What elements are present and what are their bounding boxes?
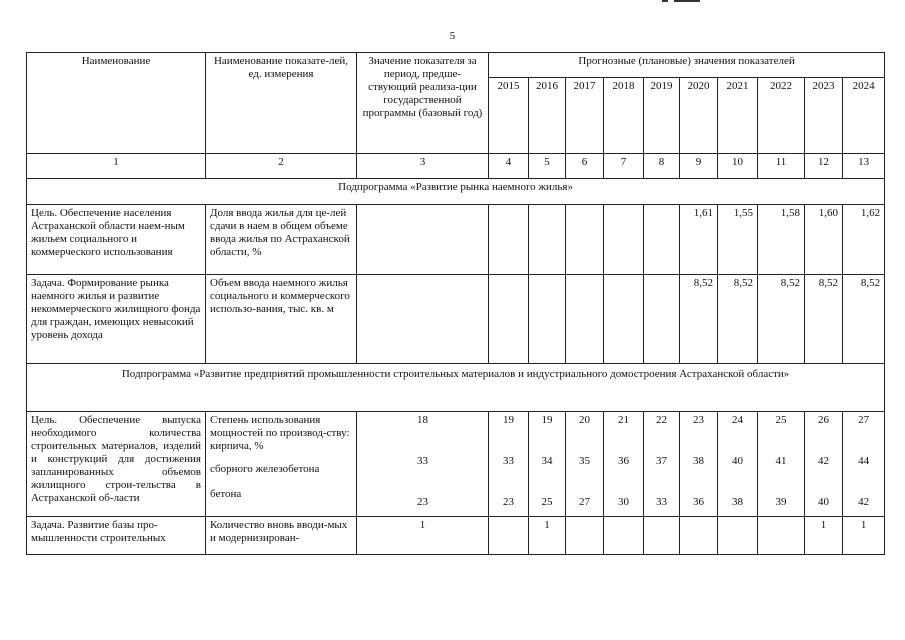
year-value: 1,58 [758,205,805,275]
year-value: 1,55 [718,205,758,275]
header-year: 2017 [566,78,604,154]
base-value [357,205,489,275]
year-values [489,412,529,517]
year-values [758,412,805,517]
table-row [27,205,885,275]
table-row [27,275,885,364]
year-value [644,205,680,275]
column-number: 12 [805,154,843,179]
year-value: 40 [732,455,743,467]
header-indicator: Наименование показате-лей, ед. измерения [206,53,357,154]
year-value: 25 [775,414,787,426]
column-number: 7 [604,154,644,179]
column-number: 2 [206,154,357,179]
year-value: 38 [693,455,704,467]
year-values [604,412,644,517]
column-number: 8 [644,154,680,179]
task-name: Задача. Формирование рынка наемного жилья и развитие некоммерческого жилищного фонда для граждан, имеющих невысокий уровень дохода [27,275,206,364]
year-value: 19 [503,414,514,426]
year-value: 1,62 [843,205,885,275]
column-number: 11 [758,154,805,179]
year-value: 20 [579,414,590,426]
year-value: 1 [529,517,566,555]
header-year: 2023 [805,78,843,154]
year-value [604,517,644,555]
year-values [718,412,758,517]
year-value: 27 [858,414,870,426]
header-base-value: Значение показателя за период, предше-ствующий реализа-ции государственной программы (базовый год) [357,53,489,154]
year-value: 30 [618,496,629,508]
year-value: 19 [541,414,553,426]
year-value: 1 [805,517,843,555]
header-row-1 [27,53,885,78]
year-value: 33 [656,496,667,508]
column-number: 6 [566,154,604,179]
section-row [27,179,885,205]
year-value: 8,52 [758,275,805,364]
column-number: 3 [357,154,489,179]
column-number: 5 [529,154,566,179]
section-row [27,364,885,412]
year-value: 36 [693,496,704,508]
year-value [566,275,604,364]
base-value [357,412,489,517]
year-value: 34 [541,455,553,467]
header-year: 2019 [644,78,680,154]
year-value: 23 [693,414,704,426]
year-value: 37 [656,455,667,467]
year-values [644,412,680,517]
year-value: 33 [503,455,514,467]
year-value: 40 [818,496,829,508]
year-value: 41 [775,455,787,467]
page-number: 5 [449,30,456,42]
year-value: 36 [618,455,629,467]
year-value [604,275,644,364]
header-year: 2021 [718,78,758,154]
header-year: 2020 [680,78,718,154]
indicators-table [26,52,885,555]
year-value [758,517,805,555]
year-values [529,412,566,517]
column-number: 9 [680,154,718,179]
year-value: 39 [775,496,787,508]
base-value: 1 [357,517,489,555]
goal-name: Цель. Обеспечение выпуска необходимого количества строительных материалов, изделий и конструкций для достижения запланированных объемов жилищного строи-тельства в Астраханской об-ласти [27,412,206,517]
base-value [357,275,489,364]
column-number: 10 [718,154,758,179]
year-value [644,275,680,364]
indicator-concrete-precast: сборного железобетона [210,463,320,475]
year-value: 42 [818,455,829,467]
year-value [680,517,718,555]
year-value: 22 [656,414,667,426]
header-year: 2024 [843,78,885,154]
year-value: 8,52 [805,275,843,364]
goal-name: Цель. Обеспечение населения Астраханской области наем-ным жильем социального и коммерческого использования [27,205,206,275]
year-value [644,517,680,555]
base-value-concrete: 23 [417,496,428,508]
year-value [529,275,566,364]
header-year: 2016 [529,78,566,154]
column-number: 4 [489,154,529,179]
year-value [489,275,529,364]
year-value: 1 [843,517,885,555]
base-value-precast: 33 [417,455,428,467]
header-year: 2015 [489,78,529,154]
indicator-name: Доля ввода жилья для це-лей сдачи в наем в общем объеме ввода жилья по Астраханской области, % [206,205,357,275]
year-value: 1,61 [680,205,718,275]
column-number: 13 [843,154,885,179]
year-value [489,517,529,555]
column-number-row [27,154,885,179]
header-name: Наименование [27,53,206,154]
table-row [27,412,885,517]
year-values [843,412,885,517]
year-value: 38 [732,496,743,508]
year-values [805,412,843,517]
scan-artifact [620,0,700,4]
section-title: Подпрограмма «Развитие рынка наемного жилья» [27,179,885,205]
year-value: 8,52 [718,275,758,364]
base-value-brick: 18 [417,414,428,426]
header-year: 2018 [604,78,644,154]
year-value: 21 [618,414,629,426]
year-value: 8,52 [680,275,718,364]
year-value [489,205,529,275]
year-value: 25 [541,496,553,508]
table-row [27,517,885,555]
year-value: 1,60 [805,205,843,275]
section-title: Подпрограмма «Развитие предприятий промышленности строительных материалов и индустриального домостроения Астраханской области» [27,364,885,412]
year-value: 42 [858,496,870,508]
header-year: 2022 [758,78,805,154]
year-value [718,517,758,555]
year-value: 8,52 [843,275,885,364]
year-value: 27 [579,496,590,508]
year-value [529,205,566,275]
task-name: Задача. Развитие базы про-мышленности строительных [27,517,206,555]
year-value [566,517,604,555]
year-value: 44 [858,455,870,467]
indicator-name: Количество вновь вводи-мых и модернизирован- [206,517,357,555]
year-value: 26 [818,414,829,426]
indicator-concrete: бетона [210,488,242,500]
year-value: 24 [732,414,743,426]
year-values [566,412,604,517]
indicator-brick: Степень использования мощностей по производ-ству: кирпича, % [210,414,350,452]
indicator-name: Объем ввода наемного жилья социального и коммерческого использо-вания, тыс. кв. м [206,275,357,364]
year-value [604,205,644,275]
header-forecast: Прогнозные (плановые) значения показателей [489,53,885,78]
year-value: 35 [579,455,590,467]
indicator-name [206,412,357,517]
year-values [680,412,718,517]
column-number: 1 [27,154,206,179]
year-value: 23 [503,496,514,508]
year-value [566,205,604,275]
